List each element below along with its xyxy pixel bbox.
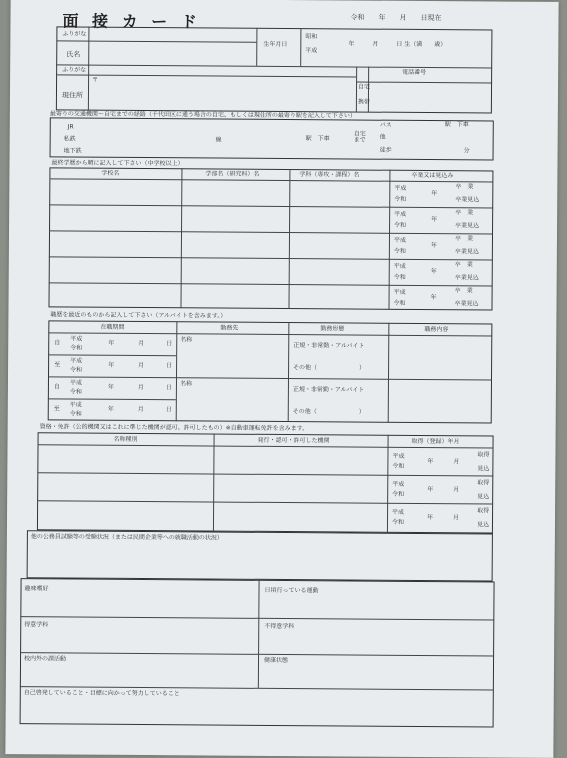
graduation-expected-label: 卒業見込 [455,196,480,204]
bus-station-get-off-label: 駅 下車 [444,121,469,129]
commute-box [50,117,494,160]
reiwa-label: 令和 [392,490,405,498]
weak-subject-field[interactable] [264,632,490,654]
from-label: 自 [53,383,60,391]
year-label: 年 [430,294,437,302]
mobile-phone-label: 携帯 [357,98,370,106]
reiwa-label: 令和 [394,221,407,229]
heisei-label: 平成 [69,379,82,387]
heisei-label: 平成 [393,288,406,296]
school-name-field[interactable] [51,232,179,255]
employment-type-header: 勤務形態 [320,325,345,333]
issuer-header: 発行・認可・許可した機関 [257,436,330,445]
graduated-label: 卒 業 [454,287,473,295]
self-development-label: 自己啓発していること・目標に向かって努力していること [23,689,180,698]
company-name-label: 名称 [180,336,193,344]
day-label: 日 [166,362,173,370]
heisei-label: 平成 [69,401,82,409]
year-label: 年 [107,383,114,391]
to-label: 至 [53,405,60,413]
acquired-expected-label: 見込 [476,521,490,529]
heisei-label: 平成 [393,236,407,244]
month-label: 月 [453,486,460,494]
faculty-header: 学部名（研究科）名 [205,170,260,178]
jr-label: JR [67,123,74,131]
employment-types: 正規・非常勤・アルバイト [292,386,365,394]
acquired-label: 取得 [477,507,490,515]
activities-field[interactable] [24,664,254,686]
year-label: 年 [427,458,434,466]
year-label: 年 [431,216,438,224]
good-subject-field[interactable] [24,630,254,652]
department-header: 学科（専攻・課程）名 [299,171,360,179]
line-label: 線 [215,136,222,144]
name-field[interactable] [92,43,252,64]
health-label: 健康状態 [264,656,289,665]
reiwa-label: 令和 [393,247,406,255]
birth-label: 生年月日 [263,40,288,49]
reiwa-label: 令和 [394,195,407,203]
hobby-label: 趣味嗜好 [24,585,49,593]
school-name-field[interactable] [51,180,179,203]
furigana-label: ふりがな [62,30,87,38]
graduated-label: 卒 業 [455,209,474,217]
phone-label: 電話番号 [402,68,427,76]
heisei-label: 平成 [392,452,405,460]
reiwa-label: 令和 [70,366,83,374]
month-label: 月 [137,383,144,392]
reiwa-label: 令和 [393,273,406,281]
good-subject-label: 得意学科 [24,621,49,629]
employment-types: 正規・非常勤・アルバイト [293,342,365,350]
exercise-label: 日頃行っている運動 [264,586,319,595]
reiwa-label: 令和 [392,462,405,470]
other-type: その他（ ） [293,364,366,372]
company-name-label: 名称 [179,380,192,388]
interview-card-sheet [5,0,558,758]
school-name-field[interactable] [51,258,179,281]
month-label: 月 [453,514,460,522]
page-title: 面 接 カ ー ド [62,11,201,32]
graduation-expected-label: 卒業見込 [454,300,479,308]
heisei-label: 平成 [394,184,407,192]
address-furigana-label: ふりがな [62,66,87,74]
month-label: 月 [137,405,144,414]
year-label: 年 [107,405,114,413]
heisei-label: 平成 [392,508,405,516]
reiwa-label: 令和 [69,410,82,418]
heisei-label: 平成 [392,480,405,488]
school-name-field[interactable] [51,206,179,229]
self-development-field[interactable] [24,698,490,725]
education-heading: 最終学歴から順に記入して下さい（中学校以上） [51,159,184,168]
private-rail-label: 私鉄 [63,135,76,143]
address-field[interactable] [92,85,352,111]
year-label: 年 [430,242,437,250]
acquired-expected-label: 見込 [477,465,490,473]
mobile-phone-field[interactable] [372,98,488,111]
graduation-expected-label: 卒業見込 [454,274,479,282]
reiwa-label: 令和 [69,388,82,396]
home-to-label: 自宅まで [353,130,366,144]
period-header: 在職期間 [100,323,125,331]
reiwa-label: 令和 [70,344,83,352]
commute-heading: 最寄りの交通機関～自宅までの経路（千代田区に通う場合の自宅、もしくは現住所の最寄り駅を記入して下さい） [49,110,356,120]
year-label: 年 [427,486,434,494]
duties-header: 職務内容 [424,325,449,334]
exercise-field[interactable] [264,596,490,618]
year-label: 年 [430,268,437,276]
heisei-label: 平成 [70,357,83,365]
year-label: 年 [431,190,438,198]
license-name-header: 名称種別 [113,435,138,443]
school-name-field[interactable] [50,284,178,307]
heisei-label: 平成 [394,210,407,218]
year-label: 年 [108,361,115,369]
subway-label: 地下鉄 [63,147,82,155]
graduated-label: 卒 業 [454,235,474,243]
hobby-field[interactable] [24,594,254,616]
heisei-label: 平成 [393,262,406,270]
month-label: 月 [138,361,145,370]
other-transport-label: 他 [379,133,386,141]
employer-header: 勤務先 [220,324,239,332]
era-showa: 昭和 [305,33,318,41]
other-type: その他（ ） [292,408,365,416]
health-field[interactable] [264,666,490,688]
day-label: 日 [165,384,172,392]
activities-label: 校内外の課活動 [24,655,67,663]
home-phone-label: 自宅 [358,83,371,91]
date-line: 令和 年 月 日現在 [350,13,442,23]
year-label: 年 [108,339,115,347]
acquired-label: 取得 [477,451,490,459]
postal-mark: 〒 [92,76,99,84]
furigana-field[interactable] [92,29,252,40]
home-phone-field[interactable] [372,83,488,96]
acquired-expected-label: 見込 [477,493,490,501]
school-name-header: 学校名 [101,169,120,177]
day-label: 日 [166,340,173,348]
graduated-label: 卒 業 [454,261,473,269]
graduation-expected-label: 卒業見込 [454,248,479,256]
name-label: 氏名 [66,50,81,59]
graduation-expected-label: 卒業見込 [455,222,480,230]
era-heisei: 平成 [305,47,318,55]
birth-fields: 年 月 日 生（満 歳） [348,40,447,49]
month-label: 月 [138,339,145,348]
license-heading: 資格・免許（公的機関又はこれに準じた機関が認可、許可したもの）※自動車運転免許を含みます。 [39,423,309,433]
reiwa-label: 令和 [391,518,405,526]
graduated-label: 卒 業 [455,183,474,191]
year-label: 年 [427,514,434,522]
address-label: 現住所 [61,91,83,100]
graduation-header: 卒業又は見込み [411,171,454,180]
exam-status-label: 他の公務員試験等の受験状況（または民間企業等への就職活動の状況） [30,533,223,542]
work-history-heading: 職歴を最近のものから記入して下さい（アルバイトを含みます。） [50,311,227,320]
day-label: 日 [165,406,172,414]
reiwa-label: 令和 [393,299,406,307]
walk-label: 徒歩 [379,146,392,154]
acquired-date-header: 取得（登録）年月 [411,437,460,446]
minutes-label: 分 [463,147,470,155]
station-get-off-label: 駅 下車 [305,135,330,143]
weak-subject-label: 不得意学科 [264,622,295,631]
bus-label: バス [379,121,392,129]
acquired-label: 取得 [477,479,490,487]
from-label: 自 [54,339,61,347]
heisei-label: 平成 [70,335,83,343]
month-label: 月 [453,458,460,466]
to-label: 至 [54,361,61,369]
